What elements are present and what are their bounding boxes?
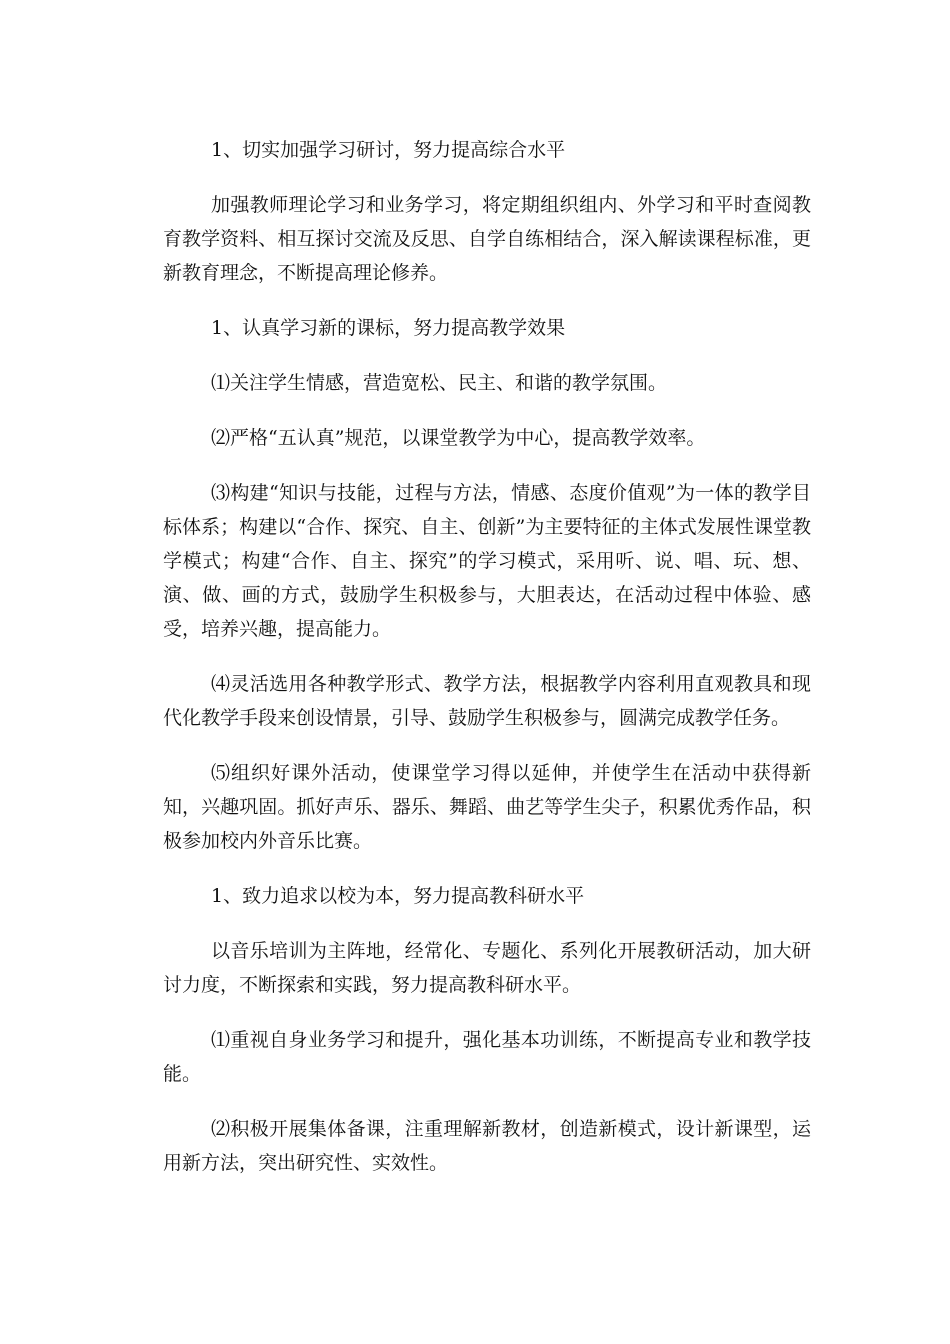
paragraph-music-training: 以音乐培训为主阵地，经常化、专题化、系列化开展教研活动，加大研讨力度，不断探索和实践，努力提高教科研水平。 bbox=[163, 940, 811, 996]
paragraph-theory-study: 加强教师理论学习和业务学习，将定期组织组内、外学习和平时查阅教育教学资料、相互探讨交流及反思、自学自练相结合，深入解读课程标准，更新教育理念，不断提高理论修养。 bbox=[163, 194, 811, 284]
list-item-6: ⑴重视自身业务学习和提升，强化基本功训练，不断提高专业和教学技能。 bbox=[163, 1029, 811, 1085]
list-item-5: ⑸组织好课外活动，使课堂学习得以延伸，并使学生在活动中获得新知，兴趣巩固。抓好声乐、器乐、舞蹈、曲艺等学生尖子，积累优秀作品，积极参加校内外音乐比赛。 bbox=[163, 762, 811, 852]
list-item-4: ⑷灵活选用各种教学形式、教学方法，根据教学内容利用直观教具和现代化教学手段来创设情景，引导、鼓励学生积极参与，圆满完成教学任务。 bbox=[163, 673, 811, 729]
document-body bbox=[163, 133, 811, 1201]
list-item-3: ⑶构建“知识与技能，过程与方法，情感、态度价值观”为一体的教学目标体系；构建以“合作、探究、自主、创新”为主要特征的主体式发展性课堂教学模式；构建“合作、自主、探究”的学习模式，采用听、说、唱、玩、想、演、做、画的方式，鼓励学生积极参与，大胆表达，在活动过程中体验、感受，培养兴趣，提高能力。 bbox=[163, 482, 811, 640]
list-item-2: ⑵严格“五认真”规范，以课堂教学为中心，提高教学效率。 bbox=[211, 427, 706, 449]
section-heading-school-based-research: 1、致力追求以校为本，努力提高教科研水平 bbox=[211, 885, 585, 907]
section-heading-study-research: 1、切实加强学习研讨，努力提高综合水平 bbox=[211, 139, 566, 161]
list-item-7: ⑵积极开展集体备课，注重理解新教材，创造新模式，设计新课型，运用新方法，突出研究性、实效性。 bbox=[163, 1118, 811, 1174]
list-item-1: ⑴关注学生情感，营造宽松、民主、和谐的教学氛围。 bbox=[211, 372, 668, 394]
section-heading-new-curriculum: 1、认真学习新的课标，努力提高教学效果 bbox=[211, 317, 566, 339]
